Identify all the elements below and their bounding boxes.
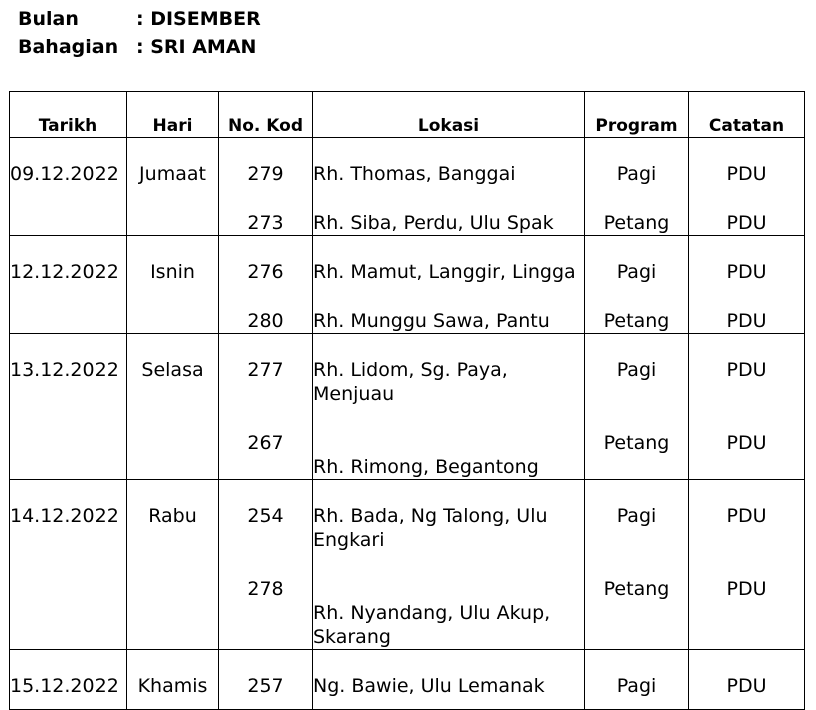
bulan-value: : DISEMBER	[136, 8, 261, 30]
meta-bahagian	[18, 35, 256, 59]
catatan-value: PDU	[726, 359, 767, 381]
tarikh-cell	[10, 480, 127, 650]
catatan-value: PDU	[726, 163, 767, 185]
tarikh-cell	[10, 138, 127, 236]
tarikh-value: 09.12.2022	[10, 163, 119, 185]
col-header-lokasi: Lokasi	[313, 92, 585, 138]
catatan-cell	[689, 138, 805, 236]
lokasi-cell	[313, 138, 585, 236]
kod-cell	[219, 334, 313, 480]
header-row	[10, 92, 805, 138]
bahagian-label: Bahagian	[18, 36, 119, 58]
lokasi-line: Engkari	[313, 529, 385, 551]
hari-cell	[127, 334, 219, 480]
tarikh-cell	[10, 334, 127, 480]
lokasi-cell	[313, 480, 585, 650]
hari-value: Selasa	[141, 359, 204, 381]
kod-value: 254	[247, 505, 284, 527]
schedule-table	[9, 91, 805, 710]
lokasi-line: Ng. Bawie, Ulu Lemanak	[313, 675, 545, 697]
program-cell	[585, 650, 689, 710]
lokasi-line: Rh. Lidom, Sg. Paya,	[313, 359, 508, 381]
meta-bulan	[18, 7, 261, 31]
lokasi-line: Menjuau	[313, 383, 395, 405]
catatan-value: PDU	[726, 675, 767, 697]
col-header-tarikh: Tarikh	[10, 92, 127, 138]
hari-value: Rabu	[148, 505, 197, 527]
catatan-cell	[689, 236, 805, 334]
tarikh-value: 14.12.2022	[10, 505, 119, 527]
bahagian-value: : SRI AMAN	[136, 36, 257, 58]
col-header-no-kod: No. Kod	[219, 92, 313, 138]
catatan-value: PDU	[726, 432, 767, 454]
program-value: Petang	[603, 212, 670, 234]
catatan-value: PDU	[726, 212, 767, 234]
day-row	[10, 650, 805, 710]
program-value: Pagi	[616, 675, 657, 697]
catatan-value: PDU	[726, 310, 767, 332]
kod-value: 280	[247, 310, 284, 332]
program-value: Petang	[603, 432, 670, 454]
lokasi-line: Rh. Mamut, Langgir, Lingga	[313, 261, 576, 283]
day-row	[10, 334, 805, 480]
col-header-hari: Hari	[127, 92, 219, 138]
kod-cell	[219, 236, 313, 334]
catatan-cell	[689, 334, 805, 480]
day-row	[10, 236, 805, 334]
lokasi-line: Rh. Bada, Ng Talong, Ulu	[313, 505, 548, 527]
day-row	[10, 138, 805, 236]
program-value: Petang	[603, 310, 670, 332]
program-value: Petang	[603, 578, 670, 600]
lokasi-line: Rh. Siba, Perdu, Ulu Spak	[313, 212, 554, 234]
kod-value: 273	[247, 212, 284, 234]
hari-cell	[127, 480, 219, 650]
catatan-value: PDU	[726, 505, 767, 527]
catatan-cell	[689, 650, 805, 710]
catatan-value: PDU	[726, 261, 767, 283]
hari-value: Jumaat	[139, 163, 206, 185]
catatan-cell	[689, 480, 805, 650]
program-value: Pagi	[616, 505, 657, 527]
tarikh-cell	[10, 650, 127, 710]
hari-value: Khamis	[137, 675, 208, 697]
col-header-catatan: Catatan	[689, 92, 805, 138]
lokasi-cell	[313, 650, 585, 710]
lokasi-cell	[313, 236, 585, 334]
program-cell	[585, 334, 689, 480]
kod-value: 278	[247, 578, 284, 600]
tarikh-value: 15.12.2022	[10, 675, 119, 697]
program-cell	[585, 138, 689, 236]
kod-value: 276	[247, 261, 284, 283]
lokasi-line: Rh. Rimong, Begantong	[313, 456, 539, 478]
tarikh-value: 13.12.2022	[10, 359, 119, 381]
catatan-value: PDU	[726, 578, 767, 600]
kod-value: 277	[247, 359, 284, 381]
kod-value: 267	[247, 432, 284, 454]
program-value: Pagi	[616, 359, 657, 381]
hari-value: Isnin	[150, 261, 195, 283]
tarikh-cell	[10, 236, 127, 334]
program-cell	[585, 480, 689, 650]
kod-cell	[219, 650, 313, 710]
kod-value: 257	[247, 675, 284, 697]
program-value: Pagi	[616, 163, 657, 185]
hari-cell	[127, 650, 219, 710]
lokasi-line: Rh. Thomas, Banggai	[313, 163, 516, 185]
kod-value: 279	[247, 163, 284, 185]
lokasi-cell	[313, 334, 585, 480]
lokasi-line: Rh. Munggu Sawa, Pantu	[313, 310, 550, 332]
kod-cell	[219, 480, 313, 650]
schedule-body	[10, 138, 805, 710]
bulan-label: Bulan	[18, 8, 79, 30]
program-cell	[585, 236, 689, 334]
lokasi-line: Rh. Nyandang, Ulu Akup,	[313, 602, 551, 624]
hari-cell	[127, 138, 219, 236]
day-row	[10, 480, 805, 650]
lokasi-line: Skarang	[313, 626, 391, 648]
hari-cell	[127, 236, 219, 334]
tarikh-value: 12.12.2022	[10, 261, 119, 283]
program-value: Pagi	[616, 261, 657, 283]
kod-cell	[219, 138, 313, 236]
col-header-program: Program	[585, 92, 689, 138]
